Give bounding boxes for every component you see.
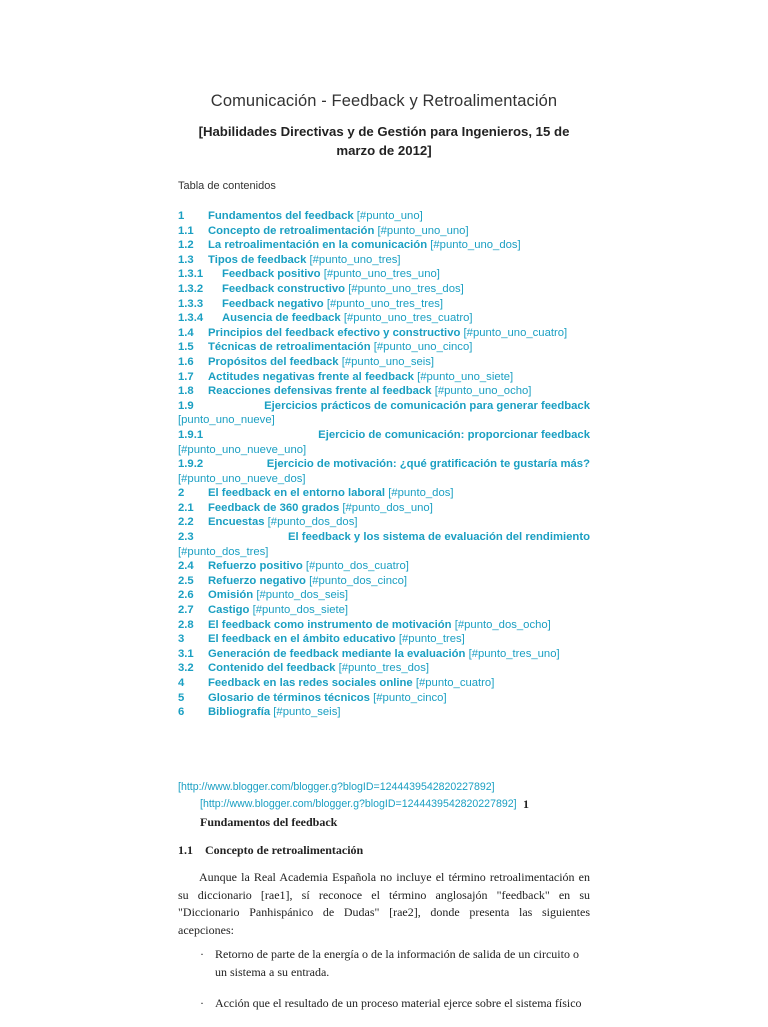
toc-item[interactable]: 2.6 Omisión [#punto_dos_seis] [178, 589, 349, 602]
toc-item[interactable]: 1.7 Actitudes negativas frente al feedback [#punto_uno_siete] [178, 370, 514, 383]
toc-item[interactable]: 2.5 Refuerzo negativo [#punto_dos_cinco] [178, 574, 408, 587]
toc-item[interactable]: 2 El feedback en el entorno laboral [#punto_dos] [178, 487, 454, 500]
toc-item[interactable]: 1.3 Tipos de feedback [#punto_uno_tres] [178, 253, 401, 266]
definition-list [178, 946, 590, 1027]
toc-item[interactable]: 5 Glosario de términos técnicos [#punto_cinco] [178, 691, 447, 704]
toc-item[interactable]: 2.7 Castigo [#punto_dos_siete] [178, 604, 349, 617]
bullet-dash: · [200, 947, 204, 961]
toc-item[interactable]: 1 Fundamentos del feedback [#punto_uno] [178, 210, 423, 222]
toc-item[interactable]: 1.6 Propósitos del feedback [#punto_uno_seis] [178, 355, 435, 368]
table-of-contents [178, 209, 590, 720]
toc-item[interactable]: 4 Feedback en las redes sociales online [#punto_cuatro] [178, 677, 495, 689]
blogger-link[interactable]: [http://www.blogger.com/blogger.g?blogID=1244439542820227892] [178, 781, 495, 793]
toc-item[interactable]: 1.3.3 Feedback negativo [#punto_uno_tres_tres] [178, 297, 444, 310]
toc-item[interactable]: 1.9.2 Ejercicio de motivación: ¿qué gratificación te gustaría más? [#punto_uno_nueve_dos] [178, 458, 590, 485]
toc-item[interactable]: 1.8 Reacciones defensivas frente al feedback [#punto_uno_ocho] [178, 385, 532, 398]
toc-heading: Tabla de contenidos [178, 180, 276, 192]
toc-item[interactable]: 1.1 Concepto de retroalimentación [#punto_uno_uno] [178, 224, 469, 237]
toc-item[interactable]: 1.9 Ejercicios prácticos de comunicación para generar feedback [punto_uno_nueve] [178, 399, 590, 427]
section-title: Fundamentos del feedback [200, 815, 338, 829]
toc-item[interactable]: 2.3 El feedback y los sistema de evaluación del rendimiento [#punto_dos_tres] [178, 531, 590, 558]
list-item: · Acción que el resultado de un proceso material ejerce sobre el sistema físico [178, 995, 590, 1013]
document-subtitle: [Habilidades Directivas y de Gestión para Ingenieros, 15 de marzo de 2012] [198, 124, 570, 158]
document-title: Comunicación - Feedback y Retroalimentación [210, 92, 558, 110]
blogger-link[interactable]: [http://www.blogger.com/blogger.g?blogID=1244439542820227892] [200, 798, 517, 810]
toc-item[interactable]: 2.1 Feedback de 360 grados [#punto_dos_uno] [178, 501, 433, 514]
subsection-title: Concepto de retroalimentación [205, 843, 364, 857]
toc-item[interactable]: 1.3.4 Ausencia de feedback [#punto_uno_tres_cuatro] [178, 312, 473, 325]
toc-item[interactable]: 3.1 Generación de feedback mediante la evaluación [#punto_tres_uno] [178, 647, 560, 660]
toc-item[interactable]: 1.3.2 Feedback constructivo [#punto_uno_tres_dos] [178, 282, 464, 295]
toc-item[interactable]: 1.5 Técnicas de retroalimentación [#punto_uno_cinco] [178, 341, 473, 354]
bullet-dash: · [200, 996, 204, 1010]
toc-item[interactable]: 1.9.1 Ejercicio de comunicación: proporcionar feedback [#punto_uno_nueve_uno] [178, 428, 590, 456]
toc-item[interactable]: 2.8 El feedback como instrumento de motivación [#punto_dos_ocho] [178, 618, 551, 631]
toc-item[interactable]: 1.3.1 Feedback positivo [#punto_uno_tres_uno] [178, 268, 440, 281]
section-number: 1 [523, 797, 529, 811]
toc-item[interactable]: 3 El feedback en el ámbito educativo [#punto_tres] [178, 633, 465, 646]
toc-item[interactable]: 1.2 La retroalimentación en la comunicación [#punto_uno_dos] [178, 239, 521, 252]
toc-item[interactable]: 6 Bibliografía [#punto_seis] [178, 706, 341, 719]
list-item: · Retorno de parte de la energía o de la información de salida de un circuito o un sistema a su entrada. [200, 947, 579, 979]
toc-item[interactable]: 2.4 Refuerzo positivo [#punto_dos_cuatro] [178, 560, 409, 573]
body-paragraph: Aunque la Real Academia Española no incluye el término retroalimentación en su diccionario [rae1], sí reconoce el término anglosajón "feedback" en su "Diccionario Panhispánico de Dudas" [rae2], donde presenta las siguientes acepciones: [178, 870, 590, 937]
subsection-number: 1.1 [178, 843, 193, 857]
subsection-heading [178, 843, 363, 858]
toc-item[interactable]: 2.2 Encuestas [#punto_dos_dos] [178, 516, 358, 529]
toc-item[interactable]: 3.2 Contenido del feedback [#punto_tres_dos] [178, 662, 430, 675]
toc-item[interactable]: 1.4 Principios del feedback efectivo y constructivo [#punto_uno_cuatro] [178, 326, 568, 339]
